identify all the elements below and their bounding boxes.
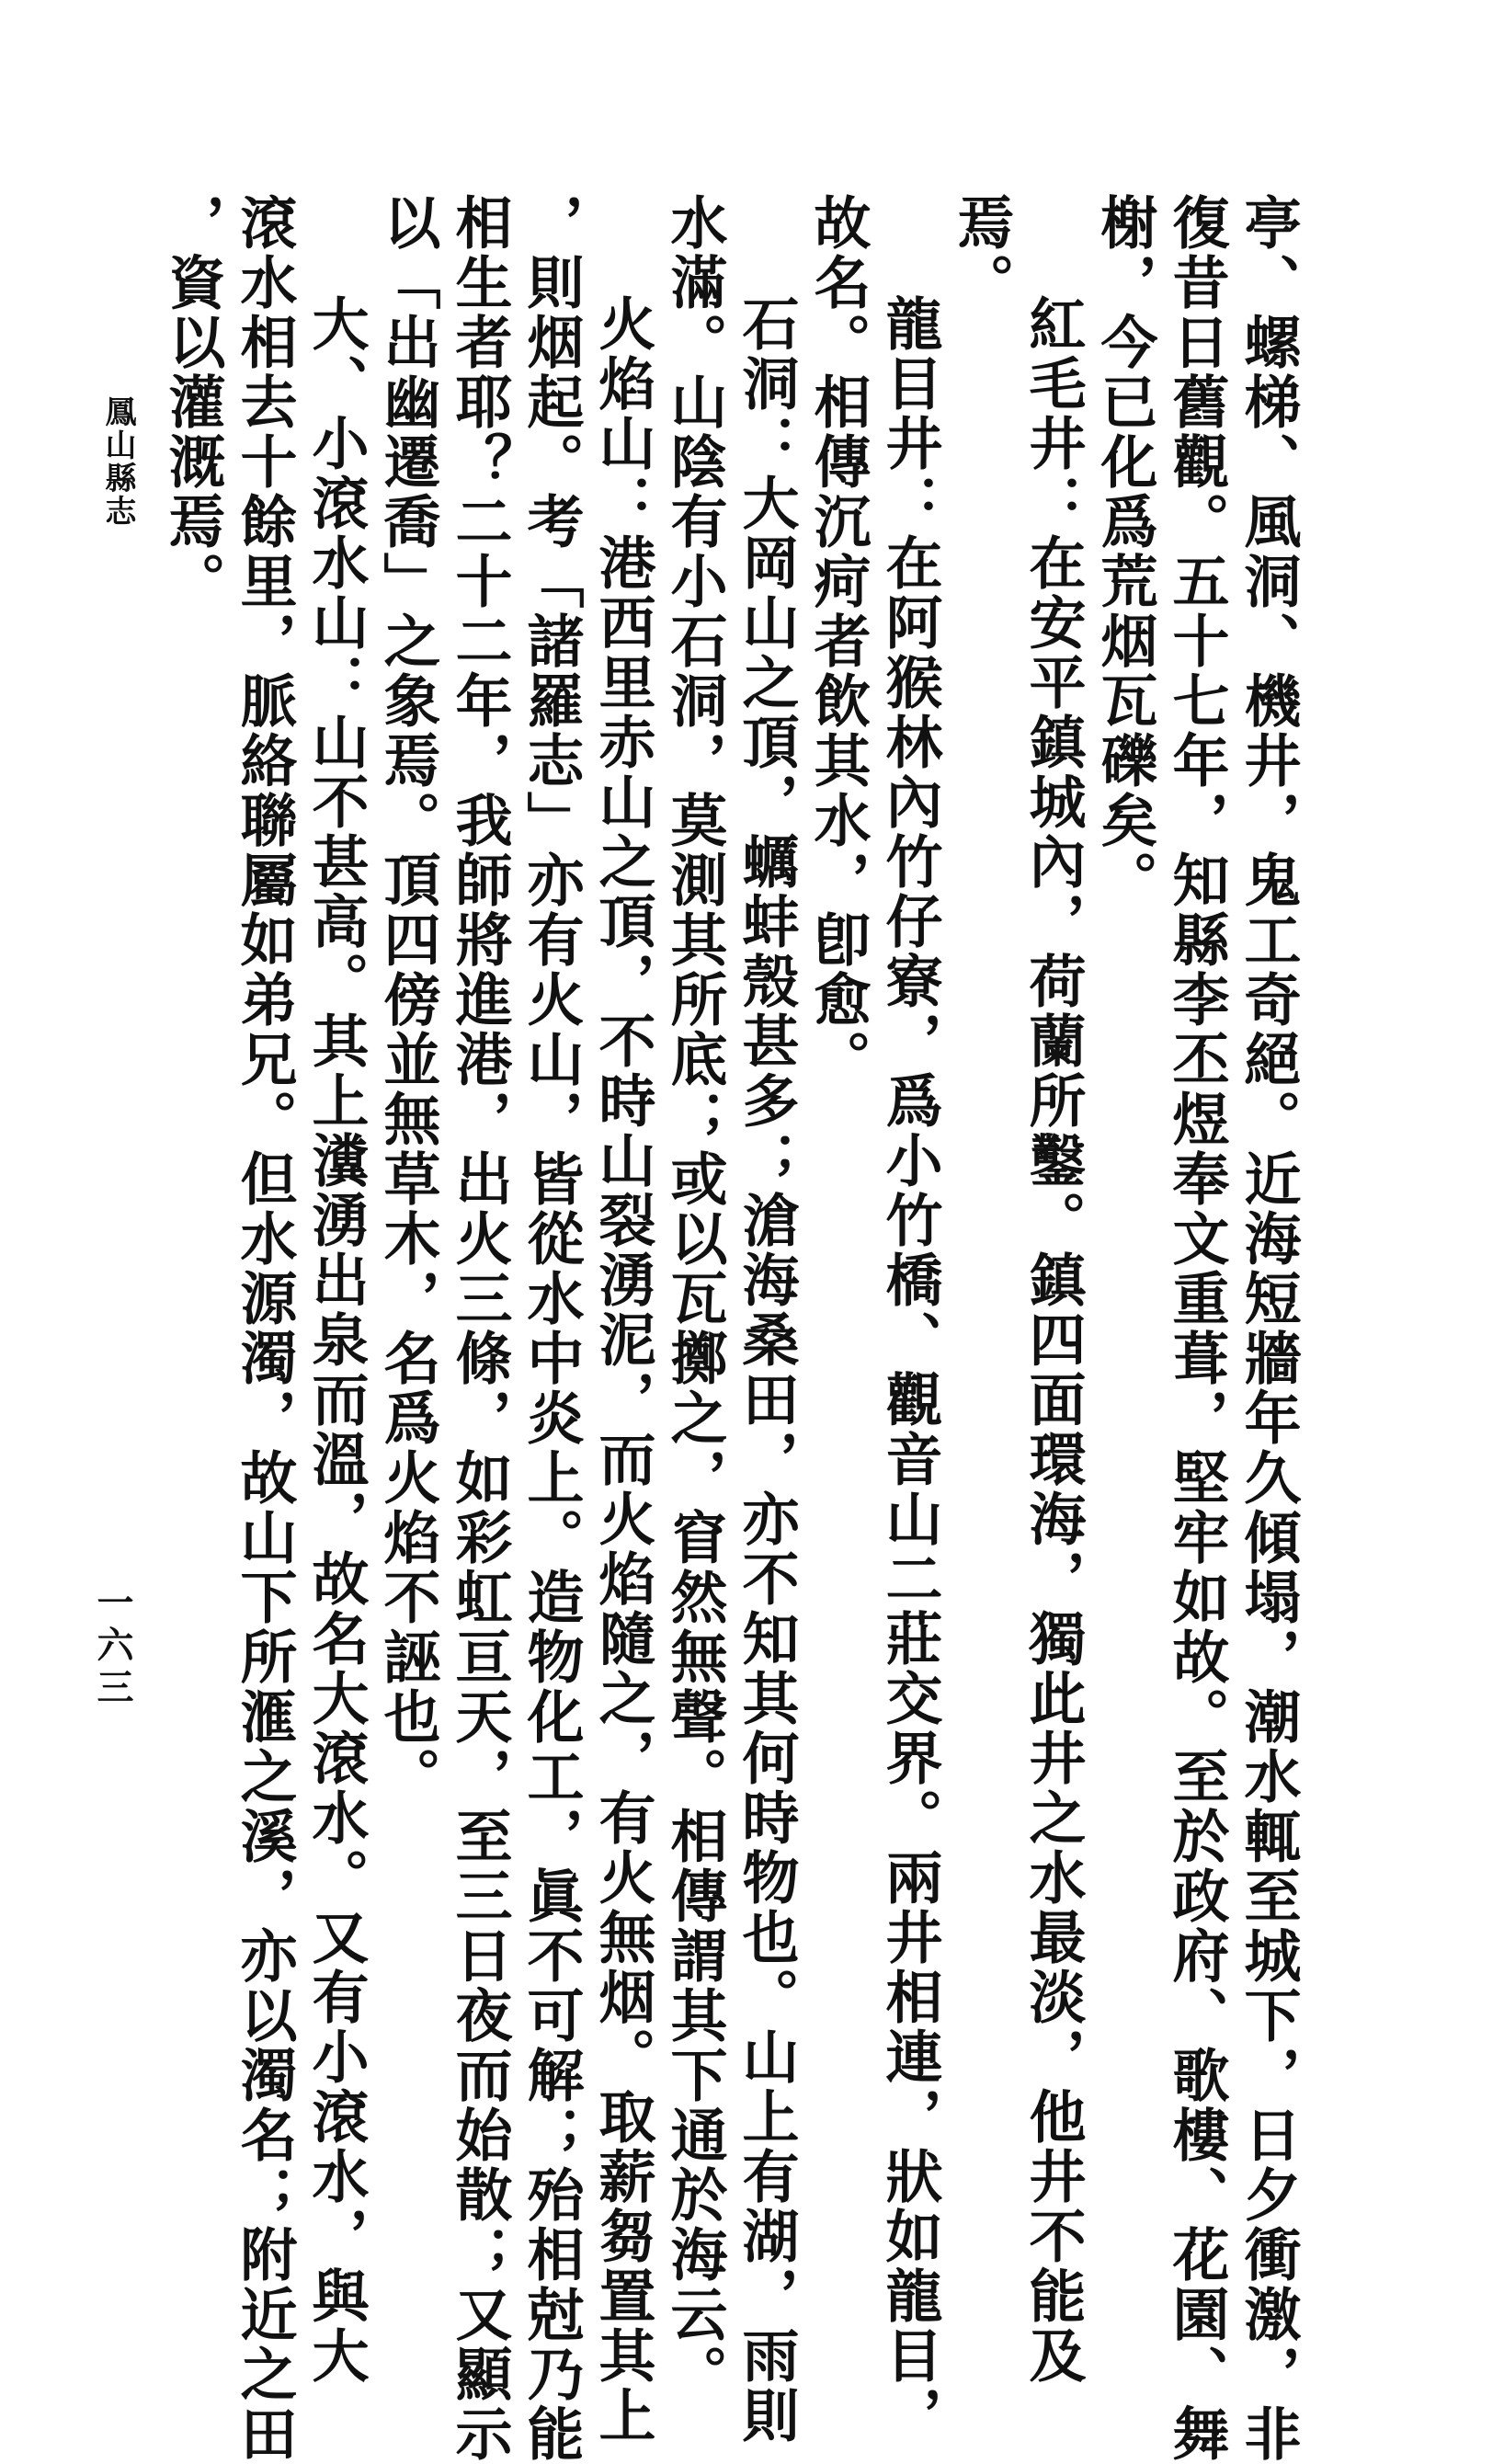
text-column-3: 榭，今已化爲荒烟瓦礫矣。 — [1091, 193, 1158, 910]
text-column-10: 火焰山：港西里赤山之頂，不時山裂湧泥，而火焰隨之，有火無烟。取薪芻置其上 — [589, 294, 656, 2446]
page-number: 一六三 — [91, 1583, 134, 1710]
text-column-14: 大、小滾水山：山不甚高。其上瀵湧出泉而溫，故名大滾水。又有小滾水，與大 — [302, 294, 370, 2386]
text-column-6: 龍目井：在阿猴林內竹仔寮，爲小竹橋、觀音山二莊交界。兩井相連，狀如龍目， — [876, 294, 943, 2446]
text-column-2: 復昔日舊觀。五十七年，知縣李丕煜奉文重葺，堅牢如故。至於政府、歌樓、花園、舞 — [1163, 193, 1230, 2464]
text-column-12: 相生者耶？二十二年，我師將進港，出火三條，如彩虹亘天，至三日夜而始散；又顯示 — [446, 193, 513, 2464]
text-column-1: 亭、螺梯、風洞、機井，鬼工奇絕。近海短牆年久傾塌，潮水輒至城下，日夕衝激，非 — [1235, 193, 1302, 2464]
text-column-5: 焉。 — [948, 193, 1015, 313]
text-column-9: 水滿。山陰有小石洞，莫測其所底；或以瓦擲之，窅然無聲。相傳謂其下通於海云。 — [661, 193, 728, 2404]
text-column-7: 故名。相傳沉疴者飲其水，卽愈。 — [804, 193, 872, 1089]
running-title: 鳳山縣志 — [99, 395, 136, 528]
text-column-4: 紅毛井：在安平鎮城內，荷蘭所鑿。鎮四面環海，獨此井之水最淡，他井不能及 — [1020, 294, 1087, 2386]
text-column-11: ，則烟起。考「諸羅志」亦有火山，皆從水中炎上。造物化工，眞不可解；殆相尅乃能 — [518, 193, 585, 2464]
text-column-16: ，資以灌溉焉。 — [159, 193, 226, 611]
text-column-8: 石洞：大岡山之頂，蠣蚌殼甚多；滄海桑田，亦不知其何時物也。山上有湖，雨則 — [733, 294, 800, 2446]
text-column-13: 以「出幽遷喬」之象焉。頂四傍並無草木，名爲火焰不誣也。 — [374, 193, 441, 1807]
text-column-15: 滾水相去十餘里，脈絡聯屬如弟兄。但水源濁，故山下所滙之溪，亦以濁名；附近之田 — [231, 193, 298, 2464]
